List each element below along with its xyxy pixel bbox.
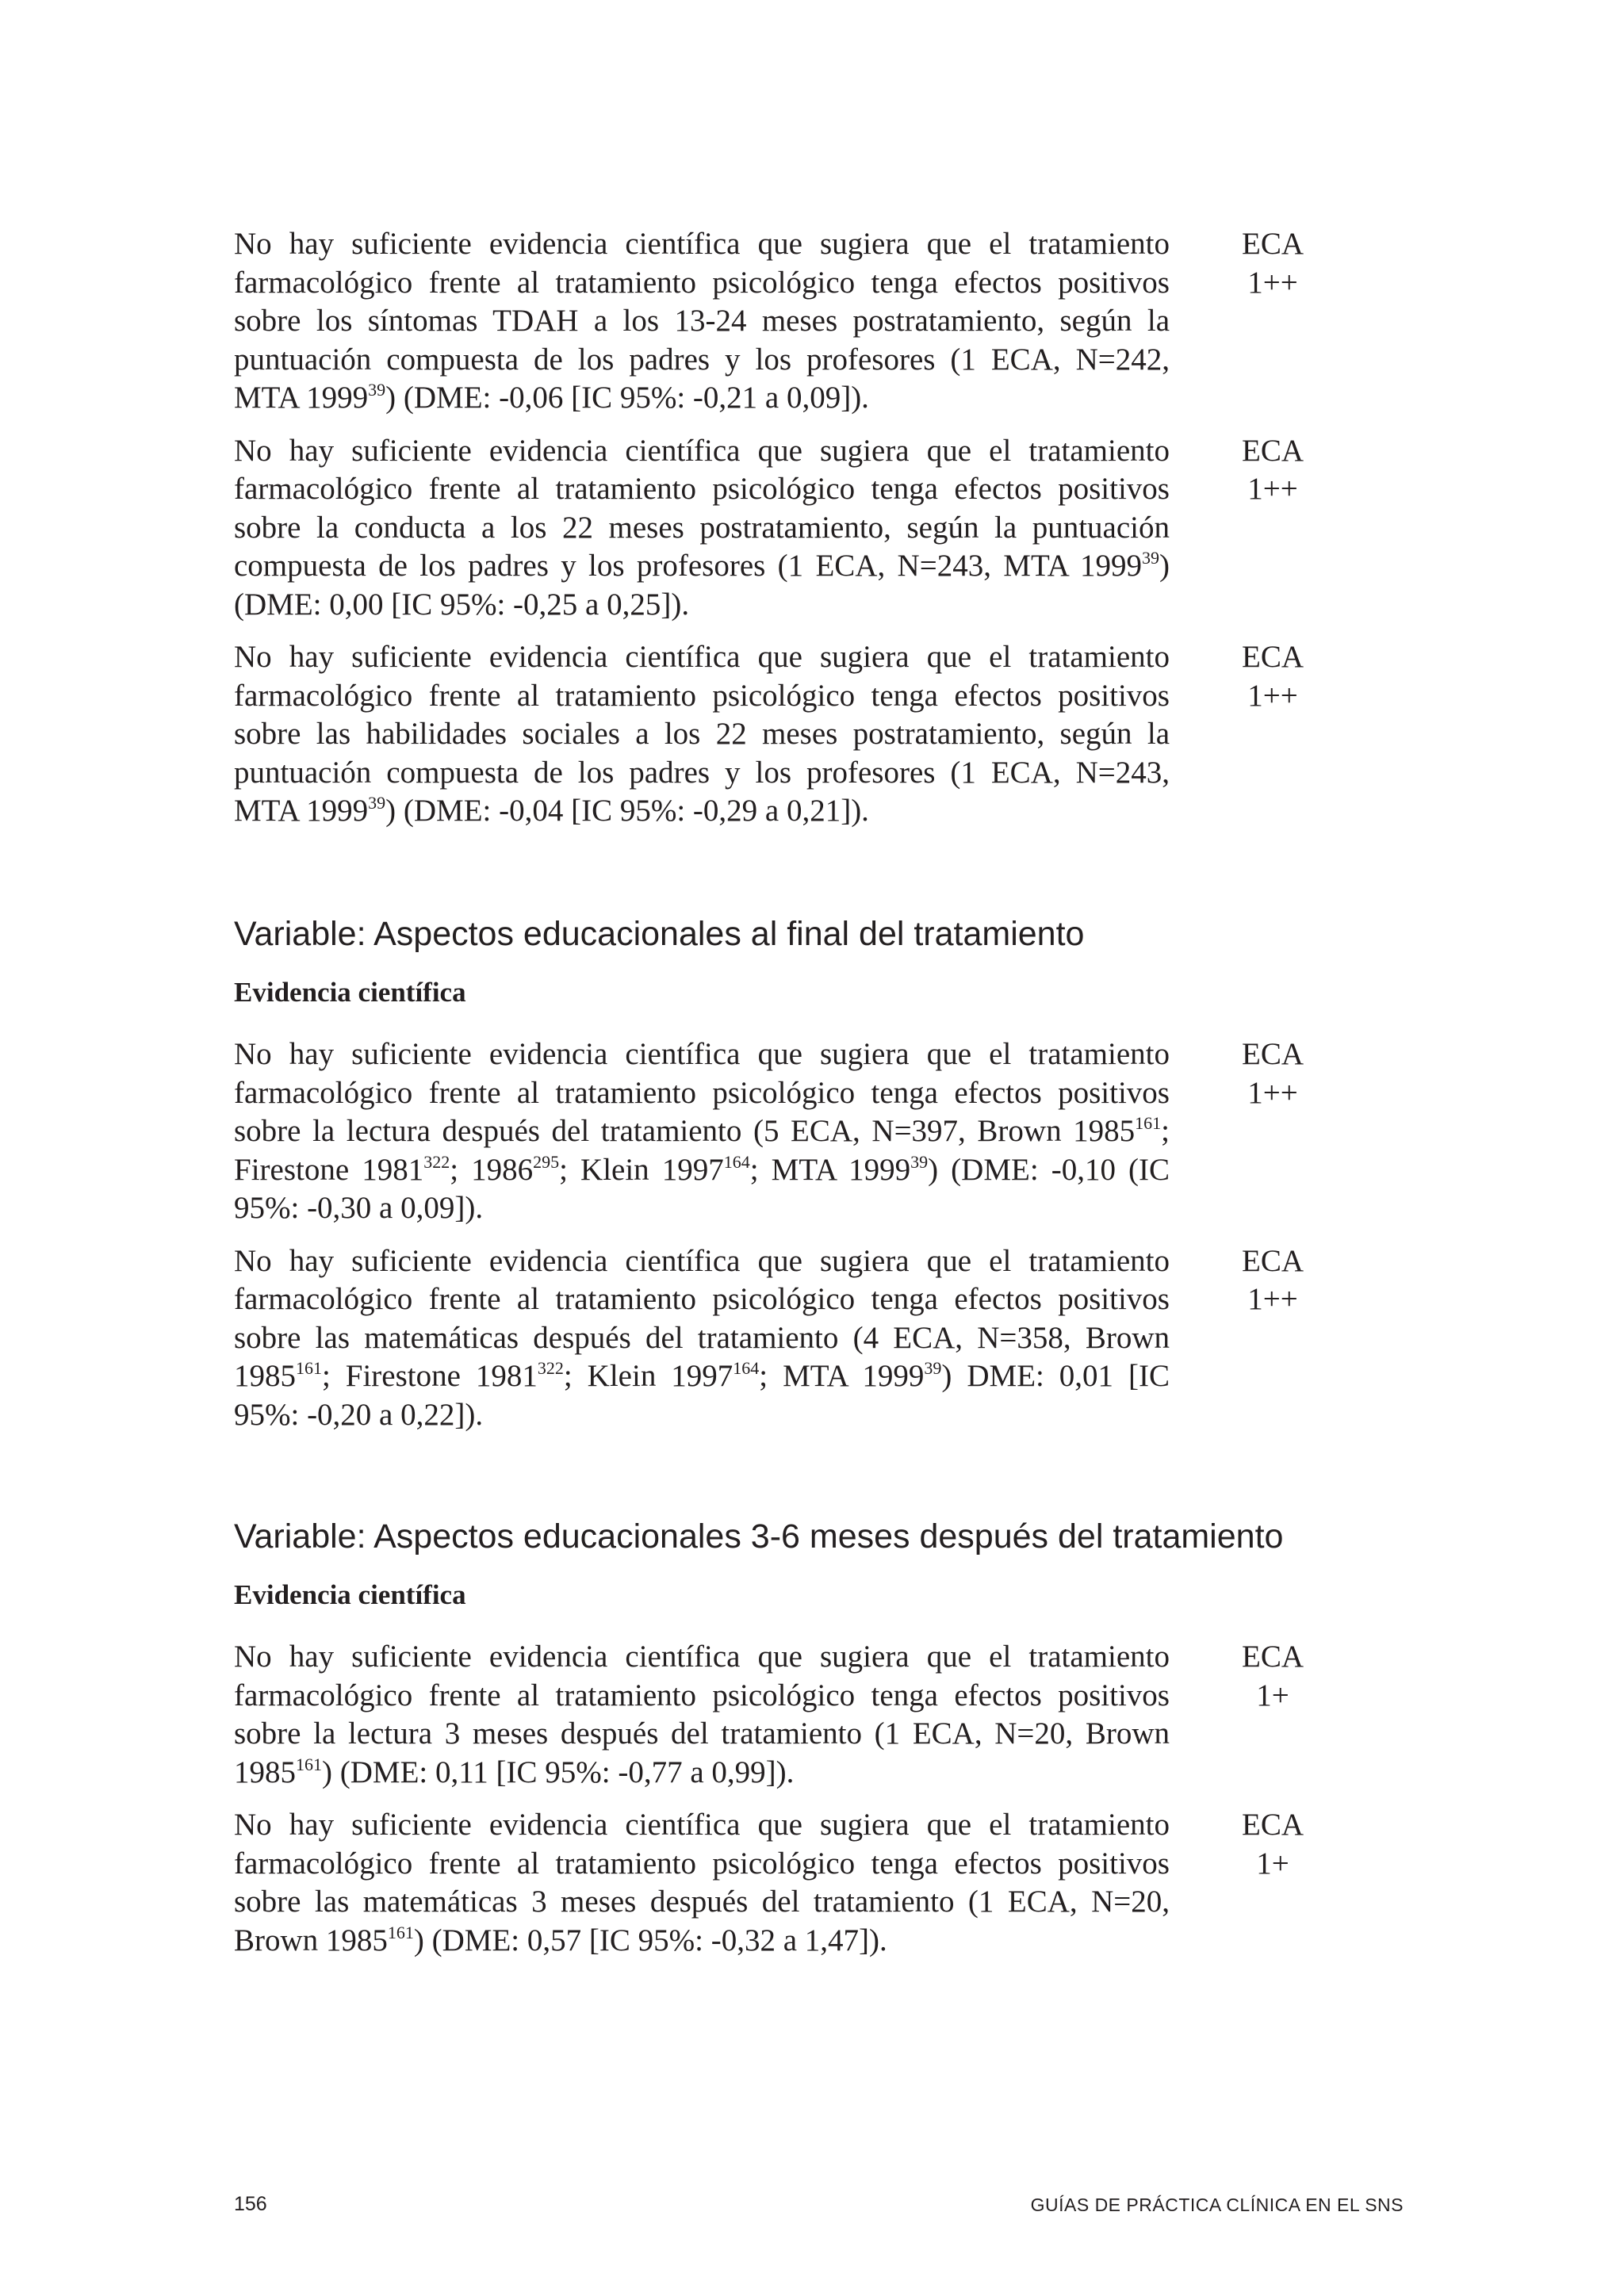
evidence-level-type: ECA — [1242, 227, 1304, 261]
evidence-paragraph — [234, 432, 1423, 625]
section-subheading: Evidencia científica — [234, 1579, 466, 1610]
evidence-level-grade: 1++ — [1247, 472, 1298, 506]
evidence-text: No hay suficiente evidencia científica que sugiera que el tratamiento farmacológico frente al tratamiento psicológico tenga efectos positivos sobre las habilidades sociales a los 22 meses postratamiento, según la puntuación compuesta de los padres y los profesores (1 ECA, N=243, MTA 1999$^{39}$) (DME: -0,04 [IC 95%: -0,29 a 0,21]). — [234, 640, 1170, 828]
evidence-paragraph — [234, 1035, 1423, 1228]
evidence-level — [1201, 638, 1344, 715]
evidence-block-2 — [234, 1035, 1423, 1448]
evidence-level — [1201, 1035, 1344, 1112]
evidence-level-grade: 1++ — [1247, 678, 1298, 713]
section-subheading: Evidencia científica — [234, 977, 466, 1008]
evidence-level-type: ECA — [1242, 1640, 1304, 1674]
evidence-level-type: ECA — [1242, 640, 1304, 674]
evidence-level — [1201, 1806, 1344, 1883]
evidence-level-type: ECA — [1242, 1243, 1304, 1278]
evidence-level-type: ECA — [1242, 1808, 1304, 1842]
evidence-level-grade: 1+ — [1256, 1846, 1289, 1881]
evidence-level-grade: 1++ — [1247, 1075, 1298, 1110]
evidence-text: No hay suficiente evidencia científica que sugiera que el tratamiento farmacológico frente al tratamiento psicológico tenga efectos positivos sobre las matemáticas después del tratamiento (4 ECA, N=358, Brown 1985$^{161}$; Firestone 1981$^{322}$; Klein 1997$^{164}$; MTA 1999$^{39}$) DME: 0,01 [IC 95%: -0,20 a 0,22]). — [234, 1243, 1170, 1432]
evidence-block-1 — [234, 225, 1423, 845]
section-title: Variable: Aspectos educacionales 3-6 meses después del tratamiento — [234, 1517, 1284, 1556]
evidence-level — [1201, 225, 1344, 302]
evidence-level — [1201, 1242, 1344, 1319]
evidence-level-grade: 1+ — [1256, 1678, 1289, 1712]
evidence-text: No hay suficiente evidencia científica que sugiera que el tratamiento farmacológico frente al tratamiento psicológico tenga efectos positivos sobre las matemáticas 3 meses después del tratamiento (1 ECA, N=20, Brown 1985$^{161}$) (DME: 0,57 [IC 95%: -0,32 a 1,47]). — [234, 1808, 1170, 1957]
evidence-paragraph — [234, 1242, 1423, 1435]
section-title: Variable: Aspectos educacionales al final del tratamiento — [234, 915, 1085, 953]
evidence-paragraph — [234, 225, 1423, 418]
evidence-block-3 — [234, 1638, 1423, 1974]
evidence-level-type: ECA — [1242, 1037, 1304, 1071]
evidence-text: No hay suficiente evidencia científica que sugiera que el tratamiento farmacológico frente al tratamiento psicológico tenga efectos positivos sobre los síntomas TDAH a los 13-24 meses postratamiento, según la puntuación compuesta de los padres y los profesores (1 ECA, N=242, MTA 1999$^{39}$) (DME: -0,06 [IC 95%: -0,21 a 0,09]). — [234, 227, 1170, 415]
evidence-text: No hay suficiente evidencia científica que sugiera que el tratamiento farmacológico frente al tratamiento psicológico tenga efectos positivos sobre la conducta a los 22 meses postratamiento, según la puntuación compuesta de los padres y los profesores (1 ECA, N=243, MTA 1999$^{39}$) (DME: 0,00 [IC 95%: -0,25 a 0,25]). — [234, 433, 1170, 622]
evidence-level-grade: 1++ — [1247, 265, 1298, 300]
publication-name: GUÍAS DE PRÁCTICA CLÍNICA EN EL SNS — [1030, 2195, 1404, 2215]
evidence-text: No hay suficiente evidencia científica que sugiera que el tratamiento farmacológico frente al tratamiento psicológico tenga efectos positivos sobre la lectura 3 meses después del tratamiento (1 ECA, N=20, Brown 1985$^{161}$) (DME: 0,11 [IC 95%: -0,77 a 0,99]). — [234, 1640, 1170, 1789]
evidence-paragraph — [234, 1806, 1423, 1960]
evidence-text: No hay suficiente evidencia científica que sugiera que el tratamiento farmacológico frente al tratamiento psicológico tenga efectos positivos sobre la lectura después del tratamiento (5 ECA, N=397, Brown 1985$^{161}$; Firestone 1981$^{322}$; 1986$^{295}$; Klein 1997$^{164}$; MTA 1999$^{39}$) (DME: -0,10 (IC 95%: -0,30 a 0,09]). — [234, 1037, 1170, 1225]
page-number: 156 — [234, 2193, 267, 2215]
evidence-paragraph — [234, 638, 1423, 831]
evidence-level-grade: 1++ — [1247, 1282, 1298, 1316]
evidence-level-type: ECA — [1242, 433, 1304, 468]
evidence-paragraph — [234, 1638, 1423, 1792]
evidence-level — [1201, 1638, 1344, 1715]
evidence-level — [1201, 432, 1344, 509]
